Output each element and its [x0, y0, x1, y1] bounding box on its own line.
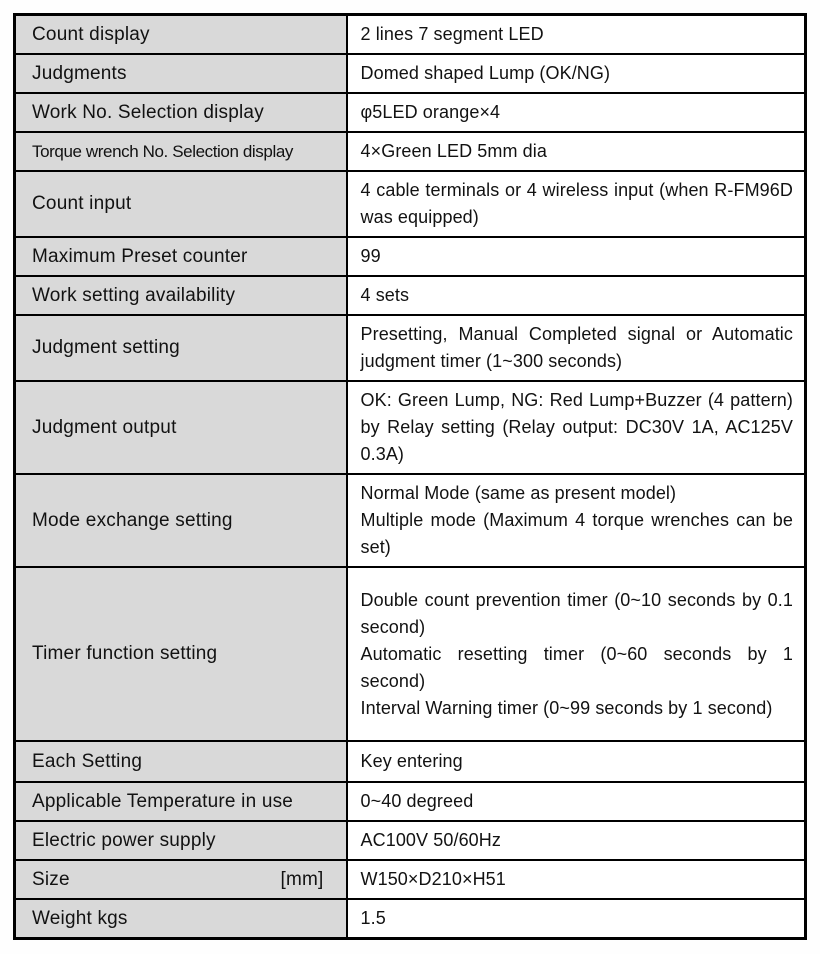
spec-label-text: Size	[32, 868, 70, 890]
spec-value	[347, 276, 806, 315]
spec-value	[347, 567, 806, 741]
spec-label	[15, 782, 347, 821]
spec-label-text: Weight kgs	[32, 907, 128, 929]
table-row	[15, 132, 806, 171]
spec-value-text: Multiple mode (Maximum 4 torque wrenches can be set)	[360, 510, 793, 557]
table-row	[15, 237, 806, 276]
spec-label-text: Count input	[32, 193, 132, 214]
spec-label-text: Torque wrench No. Selection display	[32, 141, 293, 161]
spec-value	[347, 821, 806, 860]
spec-value-text: 0~40 degreed	[360, 791, 474, 811]
spec-value	[347, 860, 806, 899]
spec-value-text: OK: Green Lump, NG: Red Lump+Buzzer (4 pattern) by Relay setting (Relay output: DC30V 1A, AC125V 0.3A)	[360, 390, 793, 464]
table-row	[15, 860, 806, 899]
table-row	[15, 782, 806, 821]
spec-value-text: Normal Mode (same as present model)	[360, 483, 677, 503]
spec-label-unit: [mm]	[280, 868, 324, 890]
spec-value	[347, 741, 806, 782]
spec-value-text: Double count prevention timer (0~10 seconds by 0.1 second)	[360, 589, 793, 637]
spec-label	[15, 93, 347, 132]
table-row	[15, 276, 806, 315]
spec-label	[15, 860, 347, 899]
spec-value	[347, 237, 806, 276]
table-row	[15, 54, 806, 93]
spec-value-text: Presetting, Manual Completed signal or Automatic judgment timer (1~300 seconds)	[360, 324, 793, 371]
spec-label-text: Work No. Selection display	[32, 101, 264, 123]
spec-value-text: W150×D210×H51	[360, 869, 506, 889]
spec-value-text: Domed shaped Lump (OK/NG)	[360, 63, 611, 83]
spec-label-text: Mode exchange setting	[32, 509, 233, 531]
spec-label-text: Timer function setting	[32, 643, 218, 664]
spec-value-text: 4 sets	[360, 285, 410, 305]
spec-value-text: Key entering	[360, 751, 463, 771]
spec-value	[347, 381, 806, 474]
table-row	[15, 899, 806, 939]
spec-label-text: Judgment output	[32, 416, 177, 438]
spec-label	[15, 171, 347, 237]
table-row	[15, 15, 806, 55]
spec-value-text: φ5LED orange×4	[360, 102, 501, 122]
spec-value	[347, 171, 806, 237]
spec-value-text: 2 lines 7 segment LED	[360, 24, 544, 44]
spec-value-text: 4 cable terminals or 4 wireless input (when R-FM96D was equipped)	[360, 180, 793, 227]
spec-label-text: Electric power supply	[32, 829, 216, 851]
spec-label	[15, 741, 347, 782]
spec-label	[15, 132, 347, 171]
spec-label	[15, 15, 347, 55]
table-row	[15, 93, 806, 132]
table-row	[15, 567, 806, 741]
spec-value	[347, 93, 806, 132]
spec-label-text: Count display	[32, 23, 150, 45]
spec-label-text: Judgment setting	[32, 337, 180, 358]
spec-value-text: AC100V 50/60Hz	[360, 830, 501, 850]
spec-label	[15, 899, 347, 939]
spec-value	[347, 315, 806, 381]
spec-value	[347, 782, 806, 821]
table-row	[15, 741, 806, 782]
spec-label	[15, 567, 347, 741]
spec-label	[15, 474, 347, 567]
spec-value-text: 4×Green LED 5mm dia	[360, 141, 547, 161]
spec-label	[15, 54, 347, 93]
spec-label-text: Work setting availability	[32, 284, 236, 306]
spec-value	[347, 15, 806, 55]
spec-value	[347, 54, 806, 93]
spec-table	[13, 13, 807, 940]
spec-label	[15, 821, 347, 860]
spec-label-text: Judgments	[32, 62, 127, 84]
spec-value-text: Automatic resetting timer (0~60 seconds by 1 second)	[360, 643, 793, 691]
spec-value-text: 99	[360, 246, 381, 266]
spec-label	[15, 381, 347, 474]
table-row	[15, 381, 806, 474]
spec-value-text: Interval Warning timer (0~99 seconds by 1 second)	[360, 697, 773, 718]
spec-label-text: Maximum Preset counter	[32, 245, 248, 267]
spec-value	[347, 132, 806, 171]
table-row	[15, 474, 806, 567]
table-row	[15, 171, 806, 237]
spec-value-text: 1.5	[360, 908, 386, 928]
spec-label	[15, 237, 347, 276]
spec-label	[15, 276, 347, 315]
table-row	[15, 821, 806, 860]
spec-label-text: Each Setting	[32, 750, 143, 772]
spec-label-split	[32, 869, 338, 891]
spec-value	[347, 899, 806, 939]
spec-label-text: Applicable Temperature in use	[32, 790, 294, 812]
table-row	[15, 315, 806, 381]
spec-value	[347, 474, 806, 567]
spec-label	[15, 315, 347, 381]
